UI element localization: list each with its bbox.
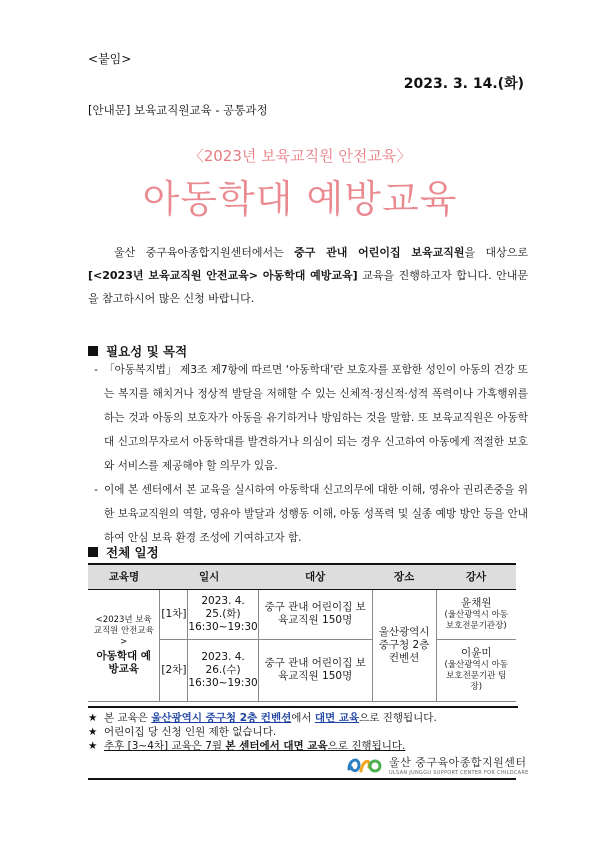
intro-paragraph: 울산 중구육아종합지원센터에서는 중구 관내 어린이집 보육교직원을 대상으로 [<2023년 보육교직원 안전교육> 아동학대 예방교육] 교육을 진행하고자 합니다. 안내문을 참고하시어 많은 신청 바랍니다. [88, 246, 528, 305]
document-title: 아동학대 예방교육 [142, 177, 458, 221]
note-item: ★ 본 교육은 울산광역시 중구청 2층 컨벤션에서 대면 교육으로 진행됩니다. [88, 712, 437, 724]
square-bullet-icon [88, 547, 98, 557]
list-item: - 이에 본 센터에서 본 교육을 실시하여 아동학대 신고의무에 대한 이해, 영유아 권리존중을 위한 보육교직원의 역할, 영유아 발달과 성행동 이해, 아동 성폭력 및 실종 예방 방안 등을 안내하여 안심 보육 환경 조성에 기여하고자 함. [94, 484, 528, 544]
note-item: ★ 어린이집 당 신청 인원 제한 없습니다. [88, 726, 277, 738]
datetime-cell: 2023. 4. 25.(화) 16:30~19:30 [188, 589, 258, 639]
table-header-row [88, 564, 516, 589]
column-header: 일시 [160, 564, 258, 589]
instructor-cell: 이윤미 (울산광역시 아동보호전문기관 팀장) [436, 639, 516, 701]
target-cell: 중구 관내 어린이집 보육교직원 150명 [258, 639, 372, 701]
section-heading-purpose: 필요성 및 목적 [88, 342, 187, 360]
table-row [88, 589, 516, 639]
footer-divider [88, 778, 516, 780]
attachment-label: <붙임> [88, 52, 132, 66]
star-icon: ★ [88, 712, 98, 724]
edu-name-cell: <2023년 보육교직원 안전교육> 아동학대 예방교육 [88, 589, 160, 701]
notes-block [88, 706, 518, 753]
list-item: - 「아동복지법」 제3조 제7항에 따르면 ‘아동학대’란 보호자를 포함한 성인이 아동의 건강 또는 복지를 해치거나 정상적 발달을 저해할 수 있는 신체적·정신적·성적 폭력이나 가혹행위를 하는 것과 아동의 보호자가 아동을 유기하거나 방임하는 것을 말함. 또 보육교직원은 아동학대 신고의무자로서 아동학대를 발견하거나 의심이 되는 경우 신고하여 아동에게 적절한 보호와 서비스를 제공해야 할 의무가 있음. [94, 364, 528, 472]
star-icon: ★ [88, 740, 98, 752]
note-item: ★ 추후 [3~4차] 교육은 7월 본 센터에서 대면 교육으로 진행됩니다. [88, 740, 406, 752]
logo-mark-icon [345, 753, 383, 777]
purpose-list [88, 358, 528, 550]
round-cell: [2차] [160, 639, 188, 701]
column-header: 교육명 [88, 564, 160, 589]
place-cell: 울산광역시 중구청 2층 컨벤션 [372, 589, 436, 701]
column-header: 대상 [258, 564, 372, 589]
round-cell: [1차] [160, 589, 188, 639]
notice-category: [안내문] 보육교직원교육 - 공통과정 [88, 103, 268, 117]
document-subtitle: 〈2023년 보육교직원 안전교육〉 [188, 147, 412, 165]
column-header: 강사 [436, 564, 516, 589]
schedule-table [88, 563, 516, 702]
datetime-cell: 2023. 4. 26.(수) 16:30~19:30 [188, 639, 258, 701]
target-cell: 중구 관내 어린이집 보육교직원 150명 [258, 589, 372, 639]
instructor-cell: 윤채원 (울산광역시 아동보호전문기관장) [436, 589, 516, 639]
column-header: 장소 [372, 564, 436, 589]
section-heading-schedule: 전체 일정 [88, 543, 159, 561]
document-date: 2023. 3. 14.(화) [403, 76, 524, 92]
center-logo: 울산 중구육아종합지원센터 ULSAN JUNGGU SUPPORT CENTER FOR CHILDCARE [345, 753, 529, 777]
square-bullet-icon [88, 346, 98, 356]
star-icon: ★ [88, 726, 98, 738]
